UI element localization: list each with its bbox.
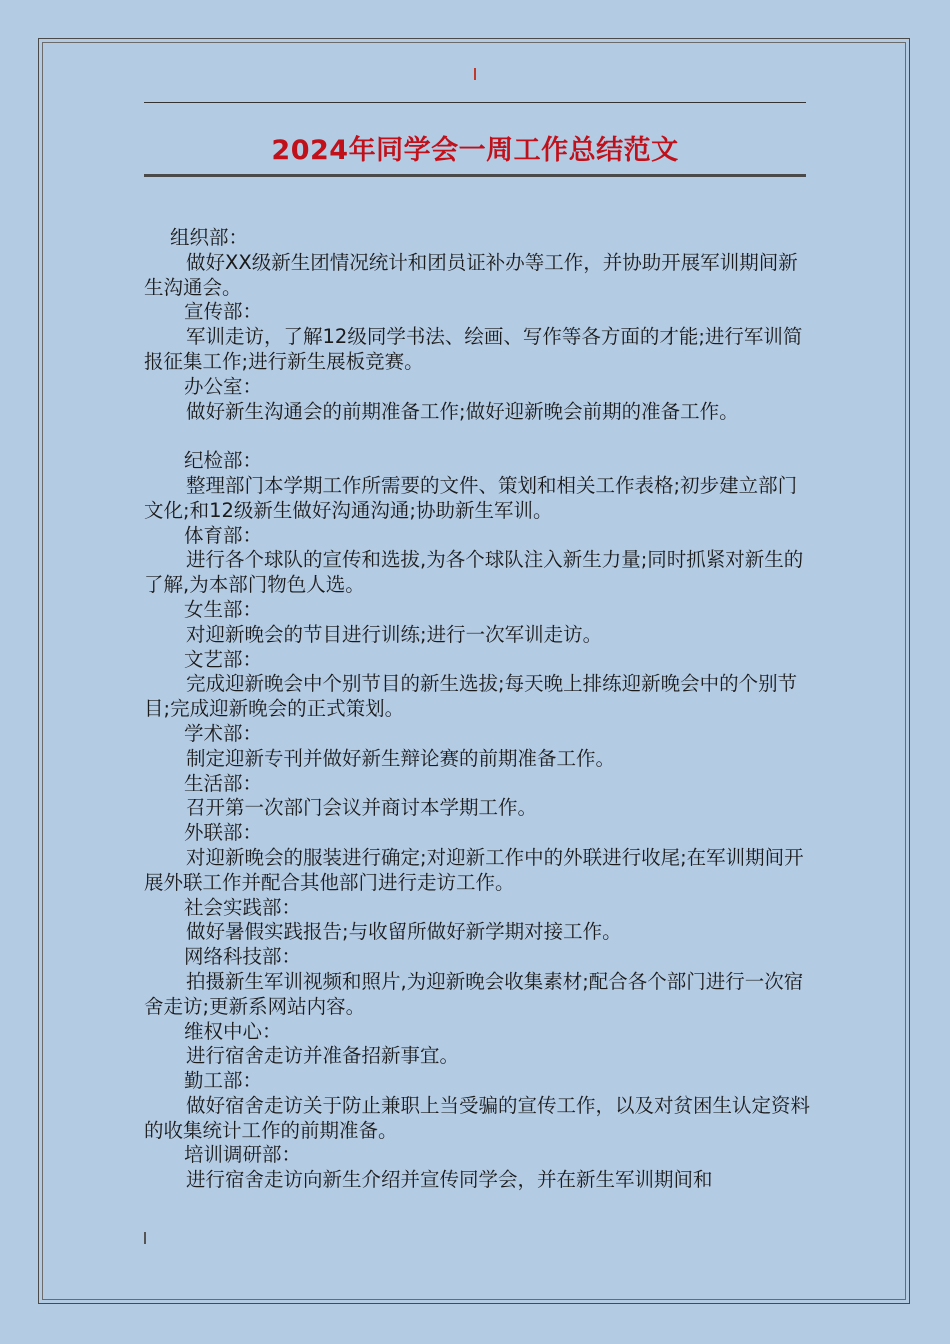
section-heading: 勤工部： <box>184 1069 263 1093</box>
header-rule <box>144 102 806 103</box>
section-heading: 外联部： <box>184 821 263 845</box>
document-body <box>144 226 812 1193</box>
paragraph-gap <box>144 424 812 449</box>
section-heading: 学术部： <box>184 721 263 745</box>
document-title: 2024年同学会一周工作总结范文 <box>271 135 679 166</box>
section-text: 军训走访，了解12级同学书法、绘画、写作等各方面的才能;进行军训简报征集工作;进行新生展板竞赛。 <box>144 325 803 373</box>
section-text: 制定迎新专刊并做好新生辩论赛的前期准备工作。 <box>186 746 616 770</box>
title-underline-rule <box>144 174 806 177</box>
section-text: 进行宿舍走访向新生介绍并宣传同学会，并在新生军训期间和 <box>186 1168 713 1192</box>
section-heading: 社会实践部： <box>184 895 302 919</box>
section-heading: 宣传部： <box>184 300 263 324</box>
section-text: 做好暑假实践报告;与收留所做好新学期对接工作。 <box>186 920 622 944</box>
section-heading: 女生部： <box>184 597 263 621</box>
section-heading: 网络科技部： <box>184 945 302 969</box>
section-text: 进行宿舍走访并准备招新事宜。 <box>186 1044 460 1068</box>
section-heading: 培训调研部： <box>184 1143 302 1167</box>
section-text: 对迎新晚会的节目进行训练;进行一次军训走访。 <box>186 622 603 646</box>
section-text: 做好新生沟通会的前期准备工作;做好迎新晚会前期的准备工作。 <box>186 399 739 423</box>
section-text: 进行各个球队的宣传和选拔,为各个球队注入新生力量;同时抓紧对新生的了解,为本部门物色人选。 <box>144 548 804 597</box>
section-text: 召开第一次部门会议并商讨本学期工作。 <box>186 796 538 820</box>
section-text: 做好XX级新生团情况统计和团员证补办等工作，并协助开展军训期间新生沟通会。 <box>144 250 798 299</box>
section-text: 整理部门本学期工作所需要的文件、策划和相关工作表格;初步建立部门文化;和12级新生做好沟通沟通;协助新生军训。 <box>144 473 798 522</box>
section-heading: 纪检部： <box>184 449 263 473</box>
section-text: 完成迎新晚会中个别节目的新生选拔;每天晚上排练迎新晚会中的个别节目;完成迎新晚会的正式策划。 <box>144 672 798 721</box>
footer-text-cursor-mark <box>144 1232 146 1244</box>
section-heading: 文艺部： <box>184 647 263 671</box>
header-text-cursor-mark <box>474 68 476 80</box>
section-text: 对迎新晚会的服装进行确定;对迎新工作中的外联进行收尾;在军训期间开展外联工作并配合其他部门进行走访工作。 <box>144 845 804 894</box>
section-heading: 组织部： <box>170 226 249 249</box>
section-heading: 维权中心： <box>184 1019 282 1043</box>
section-heading: 办公室： <box>184 374 263 398</box>
section-text: 做好宿舍走访关于防止兼职上当受骗的宣传工作，以及对贫困生认定资料的收集统计工作的前期准备。 <box>144 1093 811 1142</box>
section-text: 拍摄新生军训视频和照片,为迎新晚会收集素材;配合各个部门进行一次宿舍走访;更新系网站内容。 <box>144 969 804 1018</box>
section-heading: 生活部： <box>184 771 263 795</box>
section-heading: 体育部： <box>184 523 263 547</box>
